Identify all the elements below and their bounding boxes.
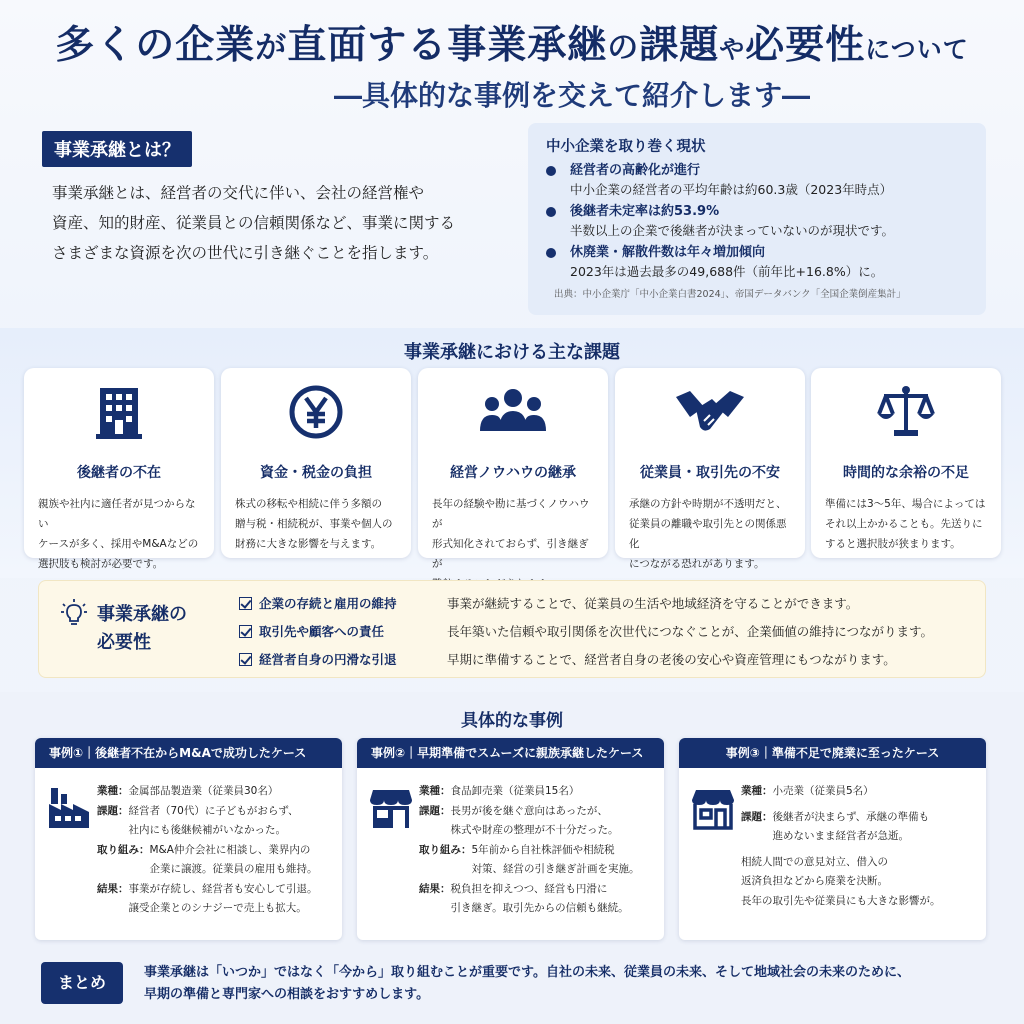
title-part: 多くの企業 [55, 22, 256, 68]
necessity-head: 企業の存続と雇用の維持 [259, 596, 397, 611]
status-item-desc: 2023年は過去最多の49,688件（前年比+16.8%）に。 [570, 264, 884, 279]
status-item-head: 休廃業・解散件数は年々増加傾向 [570, 245, 766, 260]
case-key: 取り組み： [97, 843, 150, 856]
building-icon [24, 382, 214, 442]
case-header: 事例②｜早期準備でスムーズに親族承継したケース [357, 738, 664, 768]
status-box [528, 123, 986, 315]
title-part: について [865, 35, 969, 64]
case-val: 税負担を抑えつつ、経営も円滑に [450, 882, 608, 895]
title-part: 必要性 [745, 22, 866, 68]
intro-line: さまざまな資源を次の世代に引き継ぐことを指します。 [52, 244, 439, 262]
status-item-head: 後継者未定率は約53.9% [570, 204, 720, 219]
issue-desc [811, 494, 1001, 554]
issue-desc-line: 長年の経験や勘に基づくノウハウが [432, 498, 590, 530]
factory-icon [47, 786, 91, 834]
issue-desc-line: 財務に大きな影響を与えます。 [235, 538, 382, 550]
necessity-row [239, 594, 858, 612]
case-header: 事例③｜準備不足で廃業に至ったケース [679, 738, 986, 768]
case-val: 譲受企業とのシナジーで売上も拡大。 [128, 902, 307, 914]
status-item [546, 243, 968, 281]
intro-line: 資産、知的財産、従業員との信頼関係など、事業に関する [52, 214, 456, 232]
issue-desc-line: 形式知化されておらず、引き継ぎが [432, 538, 589, 570]
case-val: M&A仲介会社に相談し、業界内の [149, 843, 311, 856]
cases-title: 具体的な事例 [461, 711, 563, 731]
necessity-desc: 事業が継続することで、従業員の生活や地域経済を守ることができます。 [447, 596, 859, 611]
case-row [419, 880, 656, 919]
case-key: 取り組み： [419, 843, 472, 856]
issue-desc-line: それ以上かかることも。先送りに [825, 518, 983, 530]
title-block [0, 14, 1024, 114]
intro-line: 事業承継とは、経営者の交代に伴い、会社の経営権や [52, 184, 425, 202]
checkbox-icon [239, 653, 252, 666]
issue-card [811, 368, 1001, 558]
case-key: 結果： [97, 882, 129, 895]
intro-text [52, 178, 492, 268]
status-item-desc: 中小企業の経営者の平均年齢は約60.3歳（2023年時点） [570, 182, 893, 197]
case-key: 結果： [419, 882, 451, 895]
necessity-box [38, 580, 986, 678]
case-val: 企業に譲渡。従業員の雇用も維持。 [149, 863, 318, 875]
case-key: 課題： [97, 804, 129, 817]
issue-desc-line: 承継の方針や時期が不透明だと、 [629, 498, 787, 510]
necessity-desc: 早期に準備することで、経営者自身の老後の安心や資産管理にもつながります。 [447, 652, 896, 667]
people-icon [418, 382, 608, 442]
case-val: 進めないまま経営者が急逝。 [772, 830, 909, 842]
issue-desc-line: 贈与税・相続税が、事業や個人の [235, 518, 393, 530]
case-row [419, 802, 656, 841]
summary-line: 早期の準備と専門家への相談をおすすめします。 [144, 987, 430, 1002]
case-row [419, 782, 656, 802]
lightbulb-icon [61, 599, 87, 633]
case-card [679, 738, 986, 940]
issue-desc [221, 494, 411, 554]
issue-name: 従業員・取引先の不安 [640, 465, 780, 481]
case-key: 課題： [741, 810, 773, 823]
status-item [546, 202, 968, 240]
page-subtitle: ―具体的な事例を交えて紹介します― [333, 79, 810, 112]
case-val: 返済負担などから廃業を決断。 [741, 875, 888, 887]
case-val: 社内にも後継候補がいなかった。 [128, 824, 286, 836]
case-val: 対策、経営の引き継ぎ計画を実施。 [471, 863, 640, 875]
issue-desc-line: 準備には3～5年、場合によっては [825, 498, 986, 510]
title-part: の [607, 30, 640, 66]
case-val: 後継者が決まらず、承継の準備も [772, 810, 930, 823]
bullet-icon [546, 248, 556, 258]
issue-desc [615, 494, 805, 574]
necessity-head: 経営者自身の円滑な引退 [259, 652, 397, 667]
summary-text [144, 962, 1004, 1006]
status-item-desc: 半数以上の企業で後継者が決まっていないのが現状です。 [570, 223, 895, 238]
issue-card [418, 368, 608, 570]
issue-desc-line: につながる恐れがあります。 [629, 558, 765, 570]
case-row [97, 841, 334, 880]
issue-desc-line: すると選択肢が狭まります。 [825, 538, 961, 550]
case-val: 小売業（従業員5名） [772, 785, 874, 797]
case-body [419, 782, 656, 919]
issue-card [24, 368, 214, 570]
title-part: が [255, 30, 288, 66]
case-row [741, 782, 978, 802]
case-key: 課題： [419, 804, 451, 817]
necessity-row [239, 622, 933, 640]
case-row [97, 782, 334, 802]
issues-title: 事業承継における主な課題 [404, 342, 620, 363]
case-key: 業種： [97, 785, 129, 797]
issue-name: 時間的な余裕の不足 [843, 465, 969, 481]
issue-card [615, 368, 805, 570]
issue-name: 後継者の不在 [77, 465, 161, 481]
status-title: 中小企業を取り巻く現状 [546, 139, 706, 155]
summary-line: 事業承継は「いつか」ではなく「今から」取り組むことが重要です。自社の未来、従業員の未来、そして地域社会の未来のために、 [144, 965, 910, 980]
issue-card [221, 368, 411, 558]
case-val: 金属部品製造業（従業員30名） [128, 785, 279, 797]
case-row [741, 808, 978, 847]
necessity-head: 取引先や顧客への責任 [259, 624, 385, 639]
summary-label: まとめ [41, 962, 123, 1004]
title-part: 課題 [639, 22, 720, 68]
checkbox-icon [239, 625, 252, 638]
case-val: 食品卸売業（従業員15名） [450, 785, 580, 797]
title-part: 直面する事業承継 [287, 22, 608, 68]
case-val: 5年前から自社株評価や相続税 [471, 843, 615, 856]
necessity-desc: 長年築いた信頼や取引関係を次世代につなぐことが、企業価値の維持につながります。 [447, 624, 934, 639]
status-source: 出典：中小企業庁「中小企業白書2024」、帝国データバンク「全国企業倒産集計」 [554, 289, 906, 300]
intro-label: 事業承継とは？ [42, 131, 192, 167]
necessity-title-line: 必要性 [97, 632, 151, 653]
case-row [741, 853, 978, 912]
scale-icon [811, 382, 1001, 442]
case-card [357, 738, 664, 940]
checkbox-icon [239, 597, 252, 610]
issue-desc-line: 親族や社内に適任者が見つからない [38, 498, 196, 530]
case-val: 長男が後を継ぐ意向はあったが、 [450, 804, 608, 817]
issue-desc-line: ケースが多く、採用やM&Aなどの [38, 538, 199, 550]
bullet-icon [546, 166, 556, 176]
case-val: 経営者（70代）に子どもがおらず、 [128, 804, 299, 817]
shop-icon [369, 786, 413, 834]
necessity-row [239, 650, 896, 668]
yen-icon [221, 382, 411, 442]
issue-desc [418, 494, 608, 594]
case-val: 株式や財産の整理が不十分だった。 [450, 824, 619, 836]
case-body [97, 782, 334, 919]
case-val: 長年の取引先や従業員にも大きな影響が。 [741, 894, 941, 907]
case-val: 事業が存続し、経営者も安心して引退。 [128, 882, 318, 895]
status-item-head: 経営者の高齢化が進行 [570, 163, 701, 178]
case-key: 業種： [419, 785, 451, 797]
issue-desc-line: 株式の移転や相続に伴う多額の [235, 498, 382, 510]
handshake-icon [615, 382, 805, 442]
status-item [546, 161, 968, 199]
case-row [97, 880, 334, 919]
issue-desc-line: 選択肢も検討が必要です。 [38, 558, 164, 570]
necessity-title [97, 601, 187, 657]
store-icon [691, 786, 735, 834]
case-key: 業種： [741, 785, 773, 797]
necessity-title-line: 事業承継の [97, 604, 187, 625]
case-body [741, 782, 978, 911]
case-row [419, 841, 656, 880]
issue-name: 資金・税金の負担 [260, 465, 372, 481]
bullet-icon [546, 207, 556, 217]
case-val: 相続人間での意見対立、借入の [741, 855, 888, 868]
issue-desc [24, 494, 214, 574]
case-header: 事例①｜後継者不在からM&Aで成功したケース [35, 738, 342, 768]
case-val: 引き継ぎ。取引先からの信頼も継続。 [450, 902, 629, 914]
issue-name: 経営ノウハウの継承 [450, 465, 576, 481]
title-part: や [719, 35, 746, 64]
case-row [97, 802, 334, 841]
page-title [0, 14, 1024, 70]
case-card [35, 738, 342, 940]
issue-desc-line: 従業員の離職や取引先との関係悪化 [629, 518, 787, 550]
